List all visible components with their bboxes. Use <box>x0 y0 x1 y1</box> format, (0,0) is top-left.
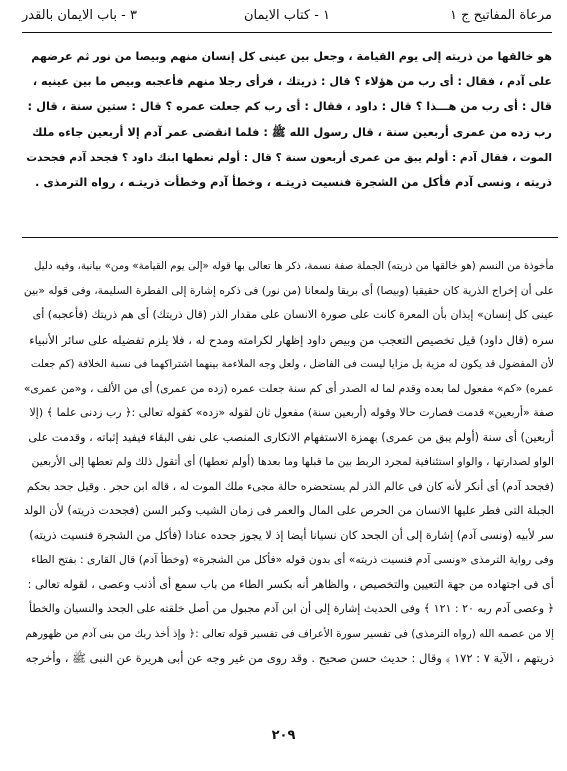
commentary-line: الجبلة التى فطر عليها الانسان من الحرص على المال والعمر فى زمان الشيب وكبر السن (فجحدت ذريته) لأن الولد <box>24 504 554 517</box>
commentary-divider <box>22 237 558 238</box>
commentary-line: وفى رواية الترمذى «ونسى آدم فنسيت ذريته» أى بدون قوله «فأكل من الشجرة» (وخطأ آدم) قال القارى : بفتح الطاء <box>31 553 554 566</box>
commentary-line: عينى كل إنسان» إيذان بأن المعرة كانت على صورة الانسان على مقدار الذر (قال ذريتك) أى هم ذريتك (فأعجبه) أى <box>32 308 554 321</box>
commentary-line: على أن إخراج الذرية كان حقيقيا (وبيصا) أى بريقا ولمعانا (من نور) فى ذكره إشارة إلى الفطرة السليمة، وفى قوله «بين <box>24 283 554 297</box>
hadith-line: على آدم ، فقال : أى رب من هؤلاء ؟ قال : ذريتك ، فرأى رجلا منهم فأعجبه وبيص ما بين عينيه ، <box>32 75 552 89</box>
header-kitab-title: ١ - كتاب الايمان <box>243 8 331 23</box>
commentary-line: الواو لصدارتها ، والواو استئنافية لمجرد الربط بين ما قبلها وما بعدها (أولم تعطها) أى أتقول ذلك ولم تعطها إلى الأربعين <box>31 455 554 468</box>
commentary-line: إلا من عصمه الله (رواه الترمذى) فى تفسير سورة الأعراف فى تفسير قوله تعالى :﴿ وإذ أخذ ربك من بنى آدم من ظهورهم <box>25 627 554 640</box>
commentary-line: أربعين) أى سنة (أولم يبق من عمرى) بهمزة الاستفهام الانكارى المنصب على نفى البقاء فيفيد إثباته ، وقدمت على <box>28 430 554 444</box>
commentary-text <box>24 254 554 671</box>
running-header <box>22 4 552 28</box>
commentary-line: لأن المفضول قد يكون له مزية بل مزايا ليست فى الفاضل ، ولعل وجه الملاءمة بينهما اشتراكهما فى نسبة الخلافة (كم جعلت <box>30 358 554 370</box>
commentary-line: عمره) «كم» مفعول لما بعده وقدم لما له الصدر أى كم سنة جعلت عمره (زده من عمرى) أى من الألف ، و«من عمرى» <box>24 381 554 395</box>
commentary-line: صفة «أربعين» قدمت فصارت حالا وقوله (أربعين سنة) مفعول ثان لقوله «زده» كقوله تعالى :﴿ رب زدنى علما ﴾ (إلا <box>29 406 554 419</box>
hadith-line: رب زده من عمرى أربعين سنة ، قال رسول الله ﷺ : فلما انقضى عمر آدم إلا أربعين جاءه ملك <box>32 124 552 139</box>
commentary-line: ﴿ وعصى آدم ربه ٢٠ : ١٢١ ﴾ وفى الحديث إشارة إلى أن ابن آدم مجبول من أصل خلقته على الجحد والنسيان والخطأ <box>28 602 554 615</box>
hadith-line: الموت ، فقال آدم : أولم يبق من عمرى أربعون سنة ؟ قال : أولم تعطها ابنك داود ؟ فجحد آدم فجحدت <box>26 150 552 164</box>
commentary-line: سره (قال داود) قيل تخصيص التعجب من وبيص داود إظهار لكرامته ومدح له ، فلا يلزم تفضيله على سائر الأنبياء <box>29 332 554 347</box>
header-bab-title: ٣ - باب الايمان بالقدر <box>22 8 137 23</box>
hadith-text <box>26 44 552 195</box>
commentary-line: ذريتهم ، الآية ٧ : ١٧٢ ﴾ وقال : حديث حسن صحيح . وقد روى من غير وجه عن أبى هريرة عن النبى ﷺ ، وأخرجه <box>25 651 554 665</box>
commentary-line: أى فى اجتهاده من جهة التعيين والتخصيص ، والظاهر أنه بكسر الطاء من باب سمع أى أذنب وعصى ، لقوله تعالى : <box>27 577 554 591</box>
page-number: ٢٠٩ <box>271 728 296 743</box>
commentary-line: سر لأبيه (ونسى آدم) إشارة إلى أن الجحد كان نسيانا أيضا إذ لا يجوز جحده عنادا (فأكل من الشجرة فنسيت ذريته) <box>29 528 554 542</box>
header-book-title: مرعاة المفاتيح ج ١ <box>450 8 552 23</box>
hadith-line: هو خالقها من ذريته إلى يوم القيامة ، وجعل بين عينى كل إنسان منهم وبيصا من نور ثم عرضهم <box>31 50 552 63</box>
commentary-line: مأخوذة من النسم (هو خالقها من ذريته) الجملة صفة نسمة، ذكر ها تعالى بها قوله «إلى يوم القيامة» ومن» بيانية، وفيه دليل <box>34 260 554 272</box>
commentary-line: (فجحد آدم) أى أنكر لأنه كان فى عالم الذر لم يستحضره حالة مجىء ملك الموت له ، قاله ابن حجر . وقيل جحد بحكم <box>26 479 554 493</box>
hadith-line: ذريته ، ونسى آدم فأكل من الشجرة فنسيت ذريتـه ، وخطأ آدم وخطأت ذريتـه ، رواه الترمذى . <box>35 175 552 190</box>
header-divider <box>22 32 552 33</box>
hadith-line: قال : أى رب من هـــذا ؟ قال : داود ، فقال : أى رب كم جعلت عمره ؟ قال : ستين سنة ، قال : <box>27 99 552 114</box>
